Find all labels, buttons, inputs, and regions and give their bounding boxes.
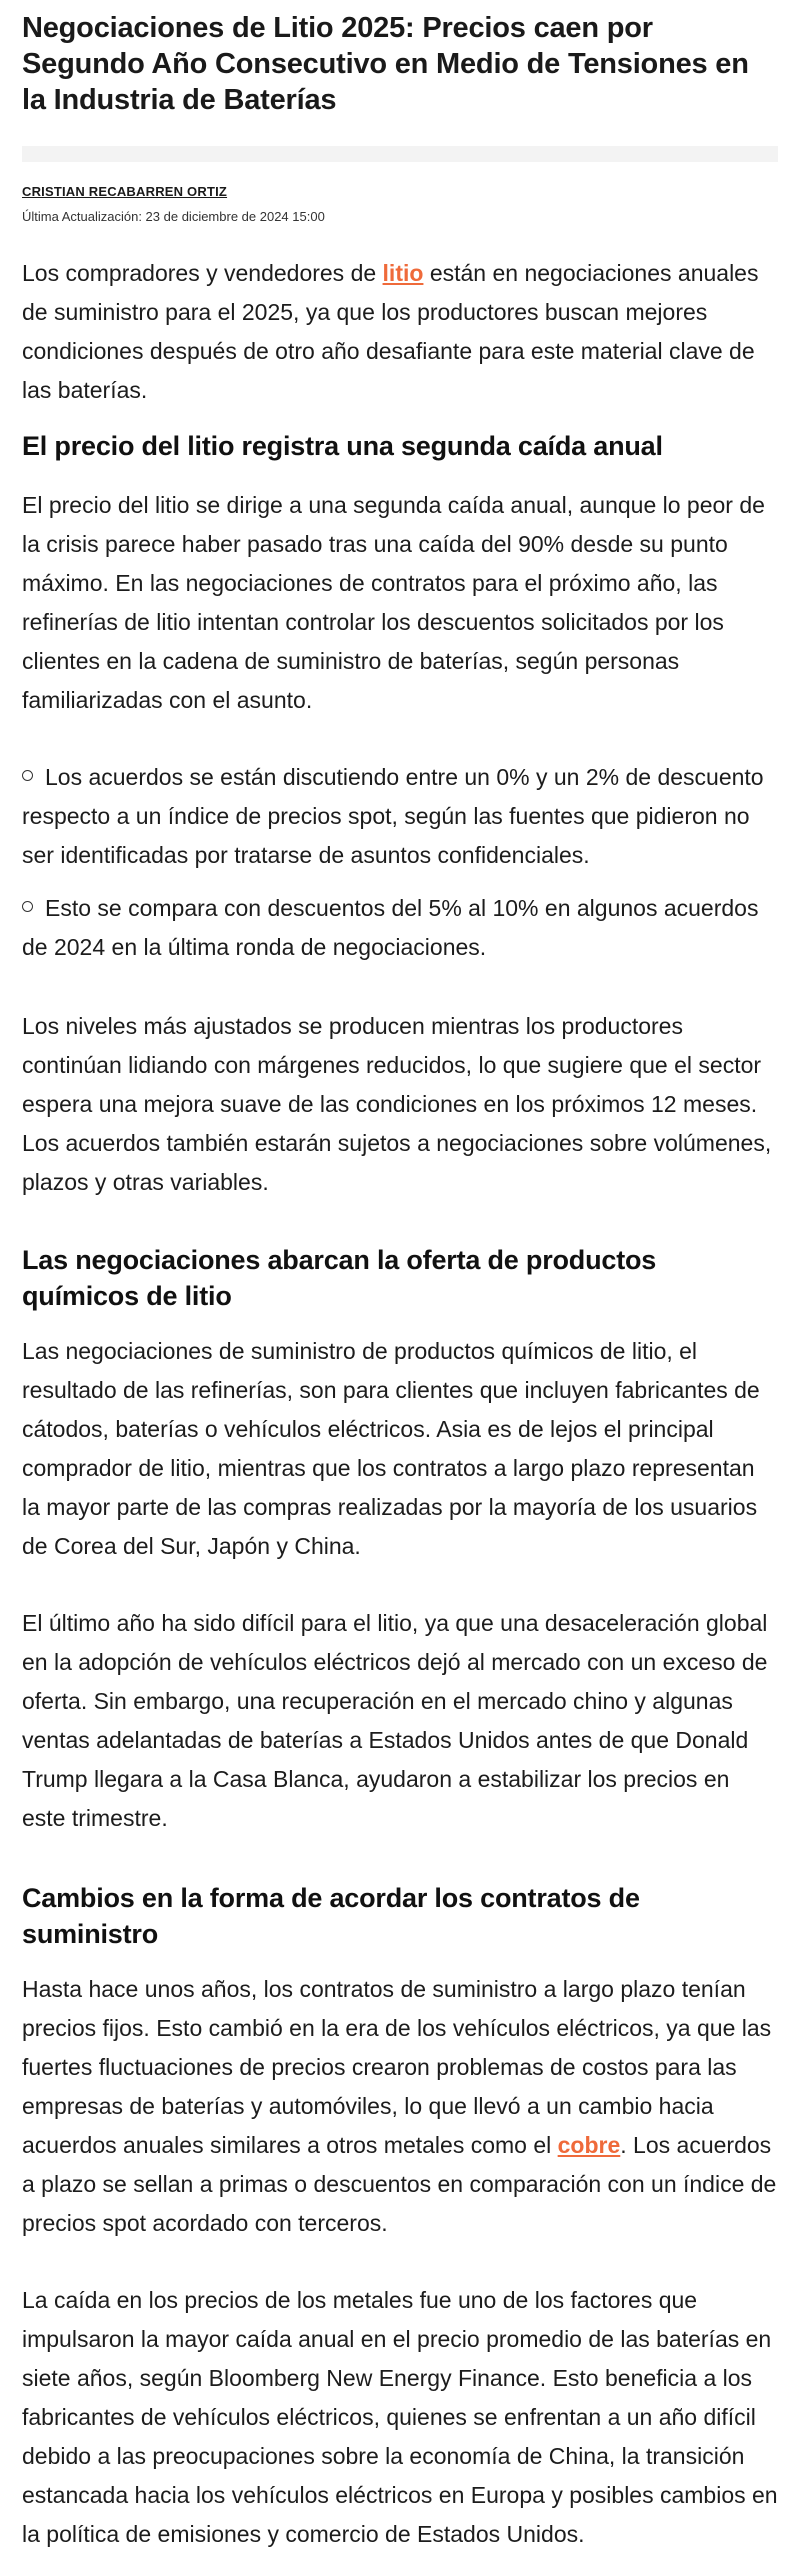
intro-paragraph [22,254,778,410]
section-heading-negotiations: Las negociaciones abarcan la oferta de productos químicos de litio [22,1245,657,1311]
list-item: Los acuerdos se están discutiendo entre un 0% y un 2% de descuento respecto a un índice de precios spot, según las fuentes que pidieron no ser identificadas por tratarse de asuntos confidenciales. [22,764,764,868]
circle-bullet-icon [22,770,33,781]
paragraph: Hasta hace unos años, los contratos de suministro a largo plazo tenían precios fijos. Esto cambió en la era de los vehículos eléctricos, ya que las fuertes fluctuaciones de precios crearon problemas de costos para las empresas de baterías y automóviles, lo que llevó a un cambio hacia acuerdos anuales similares a otros metales como el cobre. Los acuerdos a plazo se sellan a primas o descuentos en comparación con un índice de precios spot acordado con terceros. [22,1976,777,2236]
author-link[interactable]: CRISTIAN RECABARREN ORTIZ [22,184,228,199]
circle-bullet-icon [22,901,33,912]
paragraph: La caída en los precios de los metales fue uno de los factores que impulsaron la mayor caída anual en el precio promedio de las baterías en siete años, según Bloomberg New Energy Finance. Esto beneficia a los fabricantes de vehículos eléctricos, quienes se enfrentan a un año difícil debido a las preocupaciones sobre la economía de China, la transición estancada hacia los vehículos eléctricos en Europa y posibles cambios en la política de emisiones y comercio de Estados Unidos. [22,2287,778,2547]
intro-text-after: están en negociaciones anuales de suministro para el 2025, ya que los productores buscan mejores condiciones después de otro año desafiante para este material clave de las baterías. [22,260,759,403]
paragraph: Las negociaciones de suministro de productos químicos de litio, el resultado de las refinerías, son para clientes que incluyen fabricantes de cátodos, baterías o vehículos eléctricos. Asia es de lejos el principal comprador de litio, mientras que los contratos a largo plazo representan la mayor parte de las compras realizadas por la mayoría de los usuarios de Corea del Sur, Japón y China. [22,1338,760,1559]
copper-link[interactable]: cobre [557,2132,621,2158]
paragraph: Los niveles más ajustados se producen mientras los productores continúan lidiando con márgenes reducidos, lo que sugiere que el sector espera una mejora suave de las condiciones en los próximos 12 meses. Los acuerdos también estarán sujetos a negociaciones sobre volúmenes, plazos y otras variables. [22,1013,772,1195]
article-title: Negociaciones de Litio 2025: Precios caen por Segundo Año Consecutivo en Medio de Tensiones en la Industria de Baterías [22,12,749,116]
intro-text-before: Los compradores y vendedores de [22,260,383,286]
last-updated: Última Actualización: 23 de diciembre de 2024 15:00 [22,209,325,224]
paragraph: El último año ha sido difícil para el litio, ya que una desaceleración global en la adopción de vehículos eléctricos dejó al mercado con un exceso de oferta. Sin embargo, una recuperación en el mercado chino y algunas ventas adelantadas de baterías a Estados Unidos antes de que Donald Trump llegara a la Casa Blanca, ayudaron a estabilizar los precios en este trimestre. [22,1610,768,1831]
lithium-link[interactable]: litio [382,260,424,286]
paragraph: El precio del litio se dirige a una segunda caída anual, aunque lo peor de la crisis parece haber pasado tras una caída del 90% desde su punto máximo. En las negociaciones de contratos para el próximo año, las refinerías de litio intentan controlar los descuentos solicitados por los clientes en la cadena de suministro de baterías, según personas familiarizadas con el asunto. [22,492,765,713]
title-divider [22,146,778,162]
section-heading-contract-changes: Cambios en la forma de acordar los contratos de suministro [22,1883,640,1949]
list-item: Esto se compara con descuentos del 5% al 10% en algunos acuerdos de 2024 en la última ronda de negociaciones. [22,895,759,960]
bullet-list [22,758,778,967]
section-heading-price-drop: El precio del litio registra una segunda caída anual [22,431,663,461]
